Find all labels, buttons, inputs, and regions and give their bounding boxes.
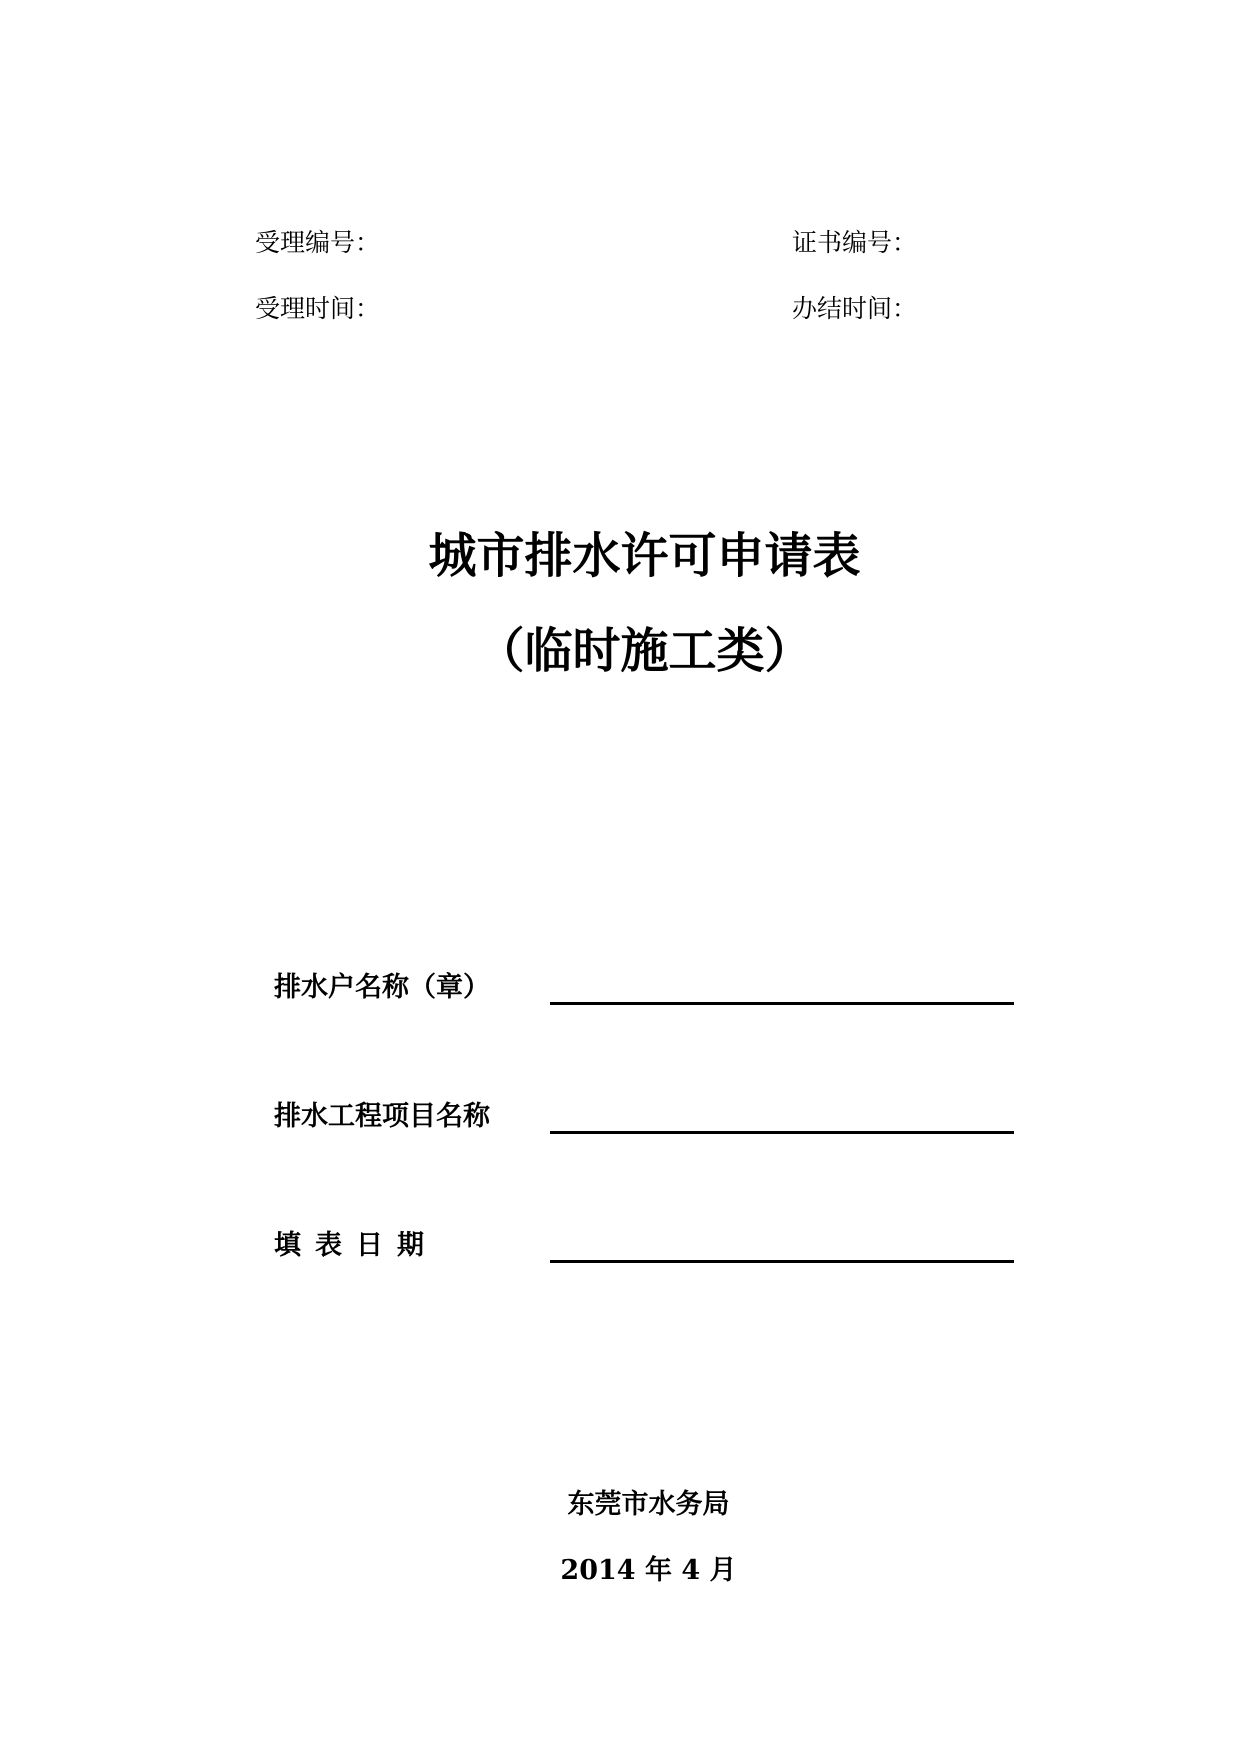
fill-date-row [274,1226,1014,1276]
issuer-name: 东莞市水务局 [567,1489,730,1520]
certificate-number-label: 证书编号： [792,228,918,257]
issue-date: 2014 年 4 月 [560,1555,737,1586]
discharger-name-row [274,968,1014,1018]
discharger-name-label: 排水户名称（章） [274,972,490,1003]
acceptance-number-label: 受理编号： [255,228,381,257]
discharger-name-field[interactable] [550,1002,1014,1005]
fill-date-field[interactable] [550,1260,1014,1263]
document-title: 城市排水许可申请表 [428,528,861,584]
acceptance-time-label: 受理时间： [255,294,381,323]
fill-date-label: 填表日期 [274,1230,438,1261]
completion-time-label: 办结时间： [792,294,918,323]
document-subtitle: （临时施工类） [476,623,813,679]
project-name-row [274,1097,1014,1147]
project-name-label: 排水工程项目名称 [274,1101,490,1132]
project-name-field[interactable] [550,1131,1014,1134]
